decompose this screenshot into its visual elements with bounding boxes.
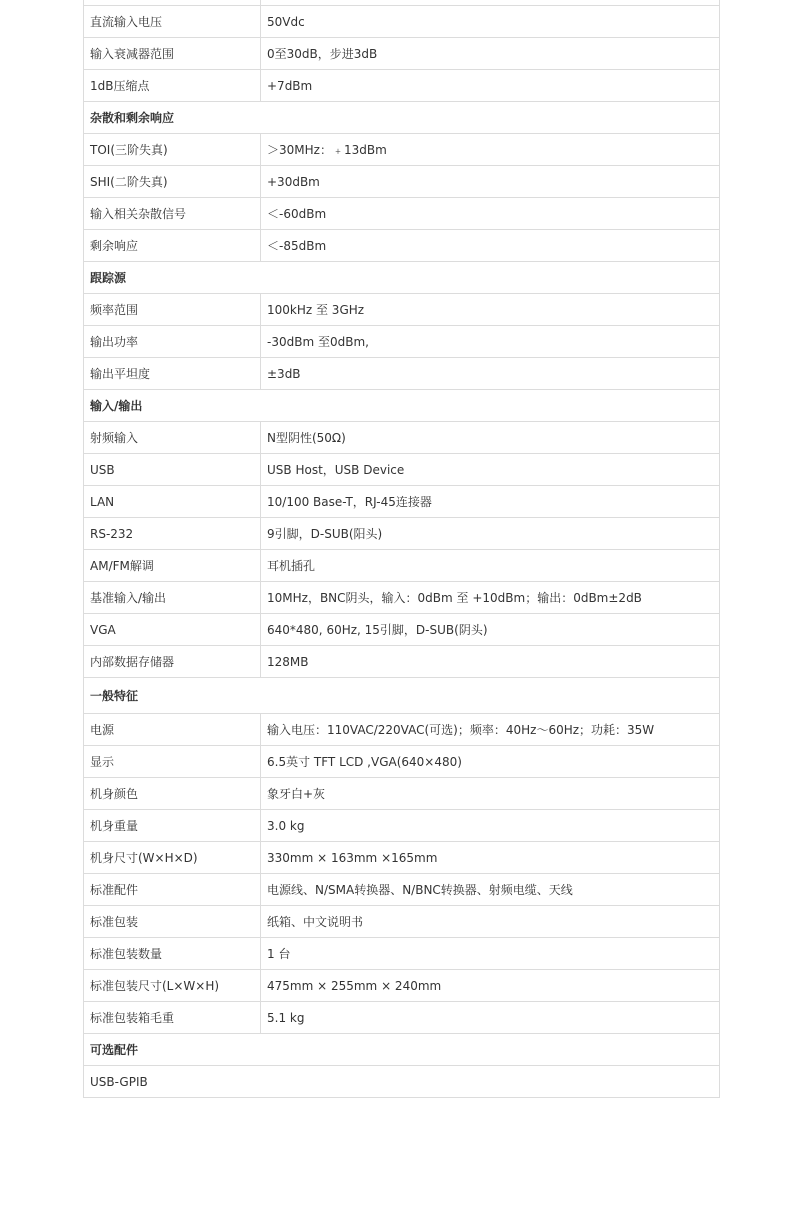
spec-row [84, 70, 720, 102]
spec-value: 50Vdc [261, 6, 720, 38]
spec-value: 3.0 kg [261, 810, 720, 842]
spec-row [84, 358, 720, 390]
spec-value: +30dBm [261, 166, 720, 198]
spec-value: 5.1 kg [261, 1002, 720, 1034]
spec-row [84, 550, 720, 582]
spec-row [84, 422, 720, 454]
spec-row [84, 614, 720, 646]
spec-value: 输入电压：110VAC/220VAC(可选)；频率：40Hz～60Hz；功耗：35W [261, 714, 720, 746]
spec-label: USB [84, 454, 261, 486]
spec-value: 9引脚，D-SUB(阳头) [261, 518, 720, 550]
spec-value: 象牙白+灰 [261, 778, 720, 810]
spec-label: RS-232 [84, 518, 261, 550]
spec-row [84, 714, 720, 746]
spec-value: 0至30dB，步进3dB [261, 38, 720, 70]
spec-label: 电源 [84, 714, 261, 746]
section-header-row [84, 390, 720, 422]
section-header-row [84, 678, 720, 714]
spec-row [84, 970, 720, 1002]
spec-row [84, 938, 720, 970]
spec-row [84, 874, 720, 906]
spec-label: USB-GPIB [84, 1066, 720, 1098]
spec-label: 输入衰减器范围 [84, 38, 261, 70]
spec-label: 显示 [84, 746, 261, 778]
spec-label: SHI(二阶失真) [84, 166, 261, 198]
spec-label: 标准包装 [84, 906, 261, 938]
spec-row [84, 454, 720, 486]
spec-label: TOI(三阶失真) [84, 134, 261, 166]
section-header-row [84, 262, 720, 294]
spec-label: 频率范围 [84, 294, 261, 326]
spec-value: 640*480, 60Hz, 15引脚，D-SUB(阴头) [261, 614, 720, 646]
spec-row [84, 1002, 720, 1034]
spec-label: VGA [84, 614, 261, 646]
spec-value: 10/100 Base-T，RJ-45连接器 [261, 486, 720, 518]
section-title: 输入/输出 [84, 390, 720, 422]
spec-label: 标准配件 [84, 874, 261, 906]
spec-value: N型阴性(50Ω) [261, 422, 720, 454]
spec-label: 机身颜色 [84, 778, 261, 810]
spec-value: 100kHz 至 3GHz [261, 294, 720, 326]
spec-row [84, 134, 720, 166]
spec-label: 标准包装箱毛重 [84, 1002, 261, 1034]
spec-label: 剩余响应 [84, 230, 261, 262]
spec-value: USB Host，USB Device [261, 454, 720, 486]
spec-row [84, 326, 720, 358]
spec-value: 330mm × 163mm ×165mm [261, 842, 720, 874]
spec-table-body [84, 0, 720, 1098]
spec-label: 1dB压缩点 [84, 70, 261, 102]
spec-value: 1 台 [261, 938, 720, 970]
spec-value: ±3dB [261, 358, 720, 390]
spec-label: LAN [84, 486, 261, 518]
section-title: 一般特征 [84, 678, 720, 714]
spec-label: 输入相关杂散信号 [84, 198, 261, 230]
section-header-row [84, 1034, 720, 1066]
spec-value: 纸箱、中文说明书 [261, 906, 720, 938]
spec-value: -30dBm 至0dBm, [261, 326, 720, 358]
spec-row [84, 518, 720, 550]
section-title: 杂散和剩余响应 [84, 102, 720, 134]
spec-label: 机身尺寸(W×H×D) [84, 842, 261, 874]
spec-value: ＞30MHz：﹢13dBm [261, 134, 720, 166]
spec-row [84, 842, 720, 874]
spec-row [84, 646, 720, 678]
spec-label: 直流输入电压 [84, 6, 261, 38]
spec-row [84, 166, 720, 198]
spec-label: 输出功率 [84, 326, 261, 358]
spec-row [84, 38, 720, 70]
spec-value: 耳机插孔 [261, 550, 720, 582]
spec-label: AM/FM解调 [84, 550, 261, 582]
spec-label: 输出平坦度 [84, 358, 261, 390]
spec-row [84, 6, 720, 38]
spec-table [83, 0, 720, 1098]
spec-row [84, 486, 720, 518]
spec-row [84, 746, 720, 778]
spec-label: 基准输入/输出 [84, 582, 261, 614]
spec-row [84, 810, 720, 842]
spec-value: 6.5英寸 TFT LCD ,VGA(640×480) [261, 746, 720, 778]
spec-label: 内部数据存储器 [84, 646, 261, 678]
spec-row [84, 582, 720, 614]
spec-row [84, 198, 720, 230]
section-title: 跟踪源 [84, 262, 720, 294]
spec-label: 标准包装数量 [84, 938, 261, 970]
spec-row [84, 778, 720, 810]
spec-value: ＜-60dBm [261, 198, 720, 230]
spec-value: +7dBm [261, 70, 720, 102]
spec-row [84, 230, 720, 262]
spec-label: 机身重量 [84, 810, 261, 842]
spec-row [84, 1066, 720, 1098]
spec-value: 475mm × 255mm × 240mm [261, 970, 720, 1002]
spec-value: 128MB [261, 646, 720, 678]
spec-row [84, 294, 720, 326]
section-header-row [84, 102, 720, 134]
spec-label: 射频输入 [84, 422, 261, 454]
section-title: 可选配件 [84, 1034, 720, 1066]
spec-label: 标准包装尺寸(L×W×H) [84, 970, 261, 1002]
spec-value: 电源线、N/SMA转换器、N/BNC转换器、射频电缆、天线 [261, 874, 720, 906]
spec-value: ＜-85dBm [261, 230, 720, 262]
spec-value: 10MHz，BNC阴头，输入：0dBm 至 +10dBm；输出：0dBm±2dB [261, 582, 720, 614]
spec-row [84, 906, 720, 938]
